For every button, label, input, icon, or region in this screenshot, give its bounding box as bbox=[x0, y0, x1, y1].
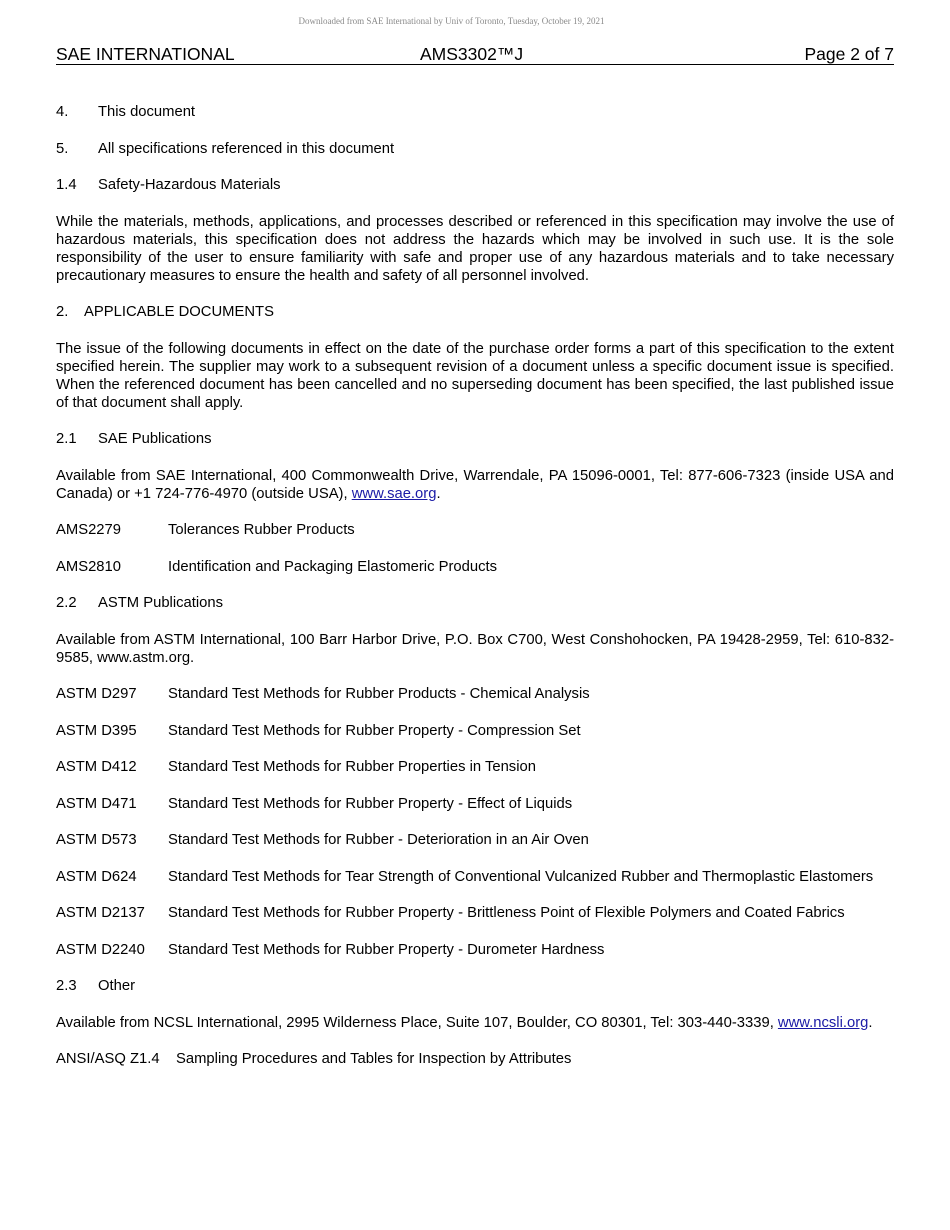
page-header bbox=[56, 44, 894, 65]
list-item-number: 5. bbox=[56, 140, 69, 157]
reference-code: ASTM D2240 bbox=[56, 941, 145, 958]
reference-title: Standard Test Methods for Rubber - Deterioration in an Air Oven bbox=[168, 832, 589, 848]
reference-row bbox=[56, 558, 894, 576]
list-item-text: All specifications referenced in this document bbox=[98, 140, 395, 157]
section-number: 1.4 bbox=[56, 177, 77, 193]
reference-title: Standard Test Methods for Tear Strength of Conventional Vulcanized Rubber and Thermoplastic Elastomers bbox=[168, 868, 874, 885]
download-watermark: Downloaded from SAE International by Univ of Toronto, Tuesday, October 19, 2021 bbox=[298, 16, 605, 26]
section-title: SAE Publications bbox=[98, 431, 212, 447]
reference-code: AMS2810 bbox=[56, 558, 121, 575]
reference-row bbox=[56, 758, 894, 776]
reference-code: ASTM D2137 bbox=[56, 905, 145, 921]
section-heading-2-3 bbox=[56, 977, 894, 995]
reference-code: ASTM D297 bbox=[56, 686, 137, 702]
section-title: APPLICABLE DOCUMENTS bbox=[84, 304, 274, 320]
reference-row bbox=[56, 722, 894, 740]
section-1-4-body: While the materials, methods, applications, and processes described or referenced in this specification may involve the use of hazardous materials, this specification does not address the hazards which may be involved in such use. It is the sole responsibility of the user to ensure familiarity with safe and proper use of any hazardous materials and to take necessary precautionary measures to ensure the health and safety of all personnel involved. bbox=[56, 213, 894, 284]
section-2-body: The issue of the following documents in effect on the date of the purchase order forms a part of this specification to the extent specified herein. The supplier may work to a subsequent revision of a document unless a specific document issue is specified. When the referenced document has been cancelled and no superseding document has been specified, the last published issue of that document shall apply. bbox=[56, 340, 894, 411]
reference-row bbox=[56, 904, 894, 922]
reference-title: Standard Test Methods for Rubber Property - Durometer Hardness bbox=[168, 941, 605, 958]
reference-row bbox=[56, 831, 894, 849]
section-heading-1-4 bbox=[56, 176, 894, 194]
reference-title: Sampling Procedures and Tables for Inspection by Attributes bbox=[176, 1051, 572, 1067]
section-heading-2 bbox=[56, 303, 894, 321]
section-heading-2-1 bbox=[56, 430, 894, 448]
reference-code: ASTM D395 bbox=[56, 722, 137, 739]
section-2-3-body bbox=[56, 1014, 894, 1032]
body-text: Available from SAE International, 400 Commonwealth Drive, Warrendale, PA 15096-0001, Tel: 877-606-7323 (inside USA and Canada) or +1 724-776-4970 (outside USA), bbox=[56, 467, 894, 502]
reference-title: Identification and Packaging Elastomeric Products bbox=[168, 558, 497, 575]
section-title: Safety-Hazardous Materials bbox=[98, 177, 281, 193]
reference-row bbox=[56, 521, 894, 539]
reference-code: ASTM D624 bbox=[56, 868, 137, 885]
reference-title: Standard Test Methods for Rubber Property - Effect of Liquids bbox=[168, 795, 573, 812]
section-2-1-body bbox=[56, 467, 894, 503]
document-body bbox=[56, 103, 894, 1087]
section-title: ASTM Publications bbox=[98, 595, 224, 611]
reference-title: Standard Test Methods for Rubber Property - Brittleness Point of Flexible Polymers and Coated Fabrics bbox=[168, 905, 845, 921]
reference-row bbox=[56, 1050, 894, 1068]
section-number: 2. bbox=[56, 304, 69, 320]
reference-row bbox=[56, 685, 894, 703]
header-org: SAE INTERNATIONAL bbox=[56, 44, 235, 64]
section-title: Other bbox=[98, 978, 136, 994]
ncsli-website-link[interactable]: www.ncsli.org bbox=[777, 1014, 869, 1031]
body-text: Available from NCSL International, 2995 Wilderness Place, Suite 107, Boulder, CO 80301, Tel: 303-440-3339, bbox=[56, 1014, 778, 1031]
list-item bbox=[56, 103, 894, 121]
body-text: . bbox=[436, 485, 441, 502]
reference-code: ANSI/ASQ Z1.4 bbox=[56, 1051, 160, 1067]
reference-row bbox=[56, 795, 894, 813]
list-item bbox=[56, 140, 894, 158]
section-heading-2-2 bbox=[56, 594, 894, 612]
reference-title: Tolerances Rubber Products bbox=[168, 522, 355, 538]
reference-row bbox=[56, 868, 894, 886]
header-page-number: Page 2 of 7 bbox=[804, 44, 894, 64]
reference-code: ASTM D471 bbox=[56, 795, 137, 812]
section-number: 2.1 bbox=[56, 431, 77, 447]
section-number: 2.2 bbox=[56, 595, 77, 611]
list-item-number: 4. bbox=[56, 104, 69, 120]
section-number: 2.3 bbox=[56, 978, 77, 994]
reference-code: ASTM D573 bbox=[56, 832, 137, 848]
sae-website-link[interactable]: www.sae.org bbox=[351, 485, 437, 502]
list-item-text: This document bbox=[98, 104, 196, 120]
reference-code: ASTM D412 bbox=[56, 759, 137, 775]
header-doc-id: AMS3302™J bbox=[420, 44, 524, 64]
reference-row bbox=[56, 941, 894, 959]
reference-title: Standard Test Methods for Rubber Property - Compression Set bbox=[168, 722, 581, 739]
reference-title: Standard Test Methods for Rubber Properties in Tension bbox=[168, 759, 536, 775]
body-text: . bbox=[868, 1014, 873, 1031]
reference-title: Standard Test Methods for Rubber Products - Chemical Analysis bbox=[168, 686, 590, 702]
reference-code: AMS2279 bbox=[56, 522, 121, 538]
section-2-2-body: Available from ASTM International, 100 Barr Harbor Drive, P.O. Box C700, West Conshohocken, PA 19428-2959, Tel: 610-832-9585, www.astm.org. bbox=[56, 631, 894, 666]
